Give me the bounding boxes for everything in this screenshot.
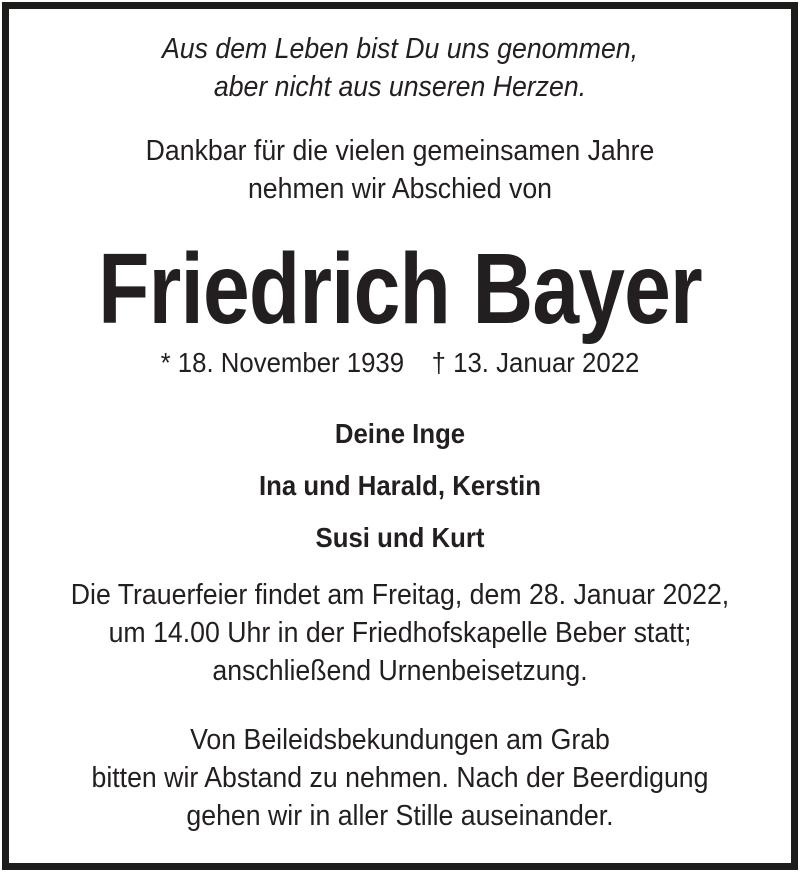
mourner-line-2: Ina und Harald, Kerstin [259, 470, 541, 501]
condolence-line-1: Von Beileidsbekundungen am Grab [190, 724, 610, 756]
condolence-line-2: bitten wir Abstand zu nehmen. Nach der Beerdigung [91, 762, 709, 794]
service-details [40, 576, 759, 690]
mourner-line-1: Deine Inge [334, 418, 466, 449]
service-line-3: anschließend Urnenbeisetzung. [212, 655, 588, 687]
intro-text [40, 132, 759, 208]
condolence-line-3: gehen wir in aller Stille auseinander. [186, 800, 614, 832]
intro-line-2: nehmen wir Abschied von [247, 173, 553, 205]
intro-line-1: Dankbar für die vielen gemeinsamen Jahre [145, 135, 655, 167]
epigraph-line-2: aber nicht aus unseren Herzen. [213, 71, 587, 103]
epigraph [40, 30, 759, 106]
life-dates [40, 344, 759, 382]
deceased-name: Friedrich Bayer [98, 233, 702, 345]
death-date: † 13. Januar 2022 [431, 347, 640, 378]
obituary-notice-frame [2, 2, 798, 870]
service-line-1: Die Trauerfeier findet am Freitag, dem 28. Januar 2022, [70, 579, 730, 611]
mourners-list [9, 415, 791, 557]
epigraph-line-1: Aus dem Leben bist Du uns genommen, [161, 33, 639, 65]
birth-date: * 18. November 1939 [160, 347, 405, 378]
service-line-2: um 14.00 Uhr in der Friedhofskapelle Beber statt; [108, 617, 692, 649]
condolence-request [40, 721, 759, 835]
mourner-line-3: Susi und Kurt [315, 522, 485, 553]
